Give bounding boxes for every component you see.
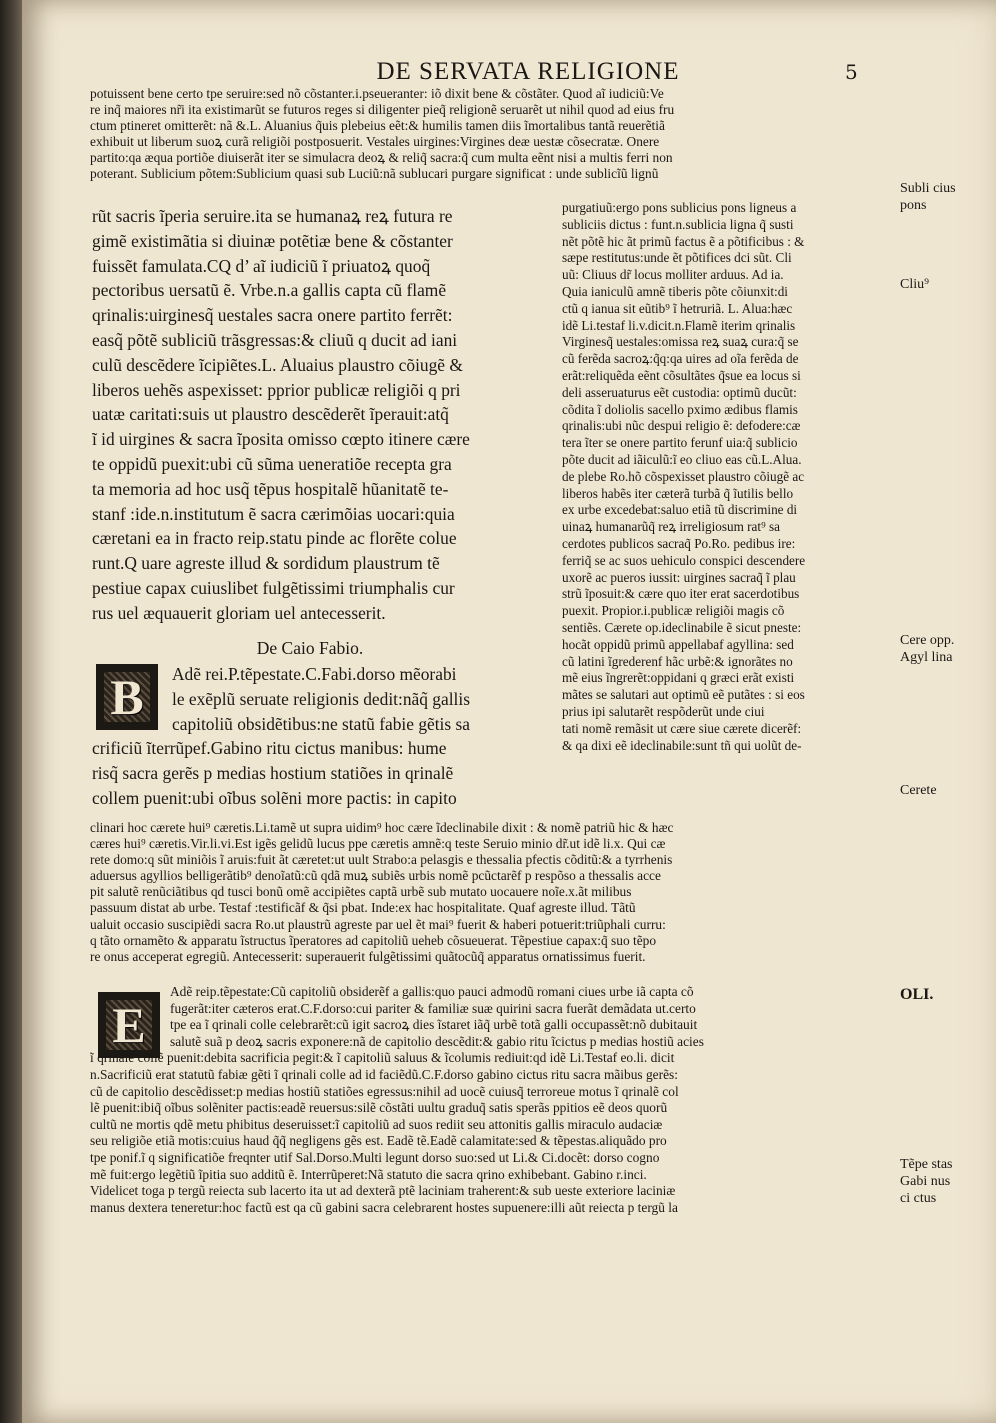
text-line: cũ latini ĩgrederenf hãc urbẽ:& ignorãtes no bbox=[562, 653, 793, 669]
text-line: re inq̃ maiores nr̃i ita existimarũt se futuros reges si diligenter pieq̃ religionẽ seruarẽt ut nihil quod ad eius fru bbox=[90, 102, 675, 118]
text-line: deli asseruaturus eẽt custodia: optimũ ducũt: bbox=[562, 384, 797, 400]
text-line: clinari hoc cærete hui⁹ cæretis.Li.tamẽ ut supra uidim⁹ hoc cære ĩdeclinabile dixit : & nomẽ patriũ hic & hæc bbox=[90, 820, 674, 835]
text-line: nẽt põtẽ hic ãt primũ factus ẽ a põtificibus : & bbox=[562, 233, 805, 249]
text-line: uũ: Cliuus dr̃ locus molliter arduus. Ad ia. bbox=[562, 267, 784, 283]
text-line: mẽ eius ĩngrerẽt:oppidani q græci erãt existi bbox=[562, 670, 795, 686]
text-line: tpe ponif.ĩ q significatiõe freqnter utif Sal.Dorso.Multi legunt dorso suo:sed ut Li.& Ci.docẽt: dorso cogno bbox=[90, 1149, 660, 1165]
commentary-block-middle bbox=[90, 820, 898, 965]
text-line: passuum distat ab urbe. Testaf :testificãf & q̃si pbat. Inde:ex hac hospitalitate. Quaf agreste illud. Tãtũ bbox=[90, 900, 636, 916]
text-line: fuissẽt famulata.CQ d’ aĩ iudiciũ ĩ priuatoꝝ quoq̃ bbox=[92, 255, 431, 276]
text-line: cæretani ea in fracto reip.statu pinde ac florẽte colue bbox=[92, 528, 457, 549]
text-line: erãt:reliquẽda eẽnt cõsultãtes q̃sue ea locus si bbox=[562, 367, 801, 383]
text-line: pestiue capax cuiuslibet fulgẽtissimi triumphalis cur bbox=[92, 577, 455, 598]
text-line: qrinalis:uirginesq̃ uestales sacra onere partito ferrẽt: bbox=[92, 305, 453, 326]
text-line: & qa dixi eẽ ideclinabile:sunt tñ qui uolũt de- bbox=[562, 737, 802, 753]
text-line: fugerãt:iter cæteros erat.C.F.dorso:cui pariter & familiæ suæ quirini sacra fuerãt demãdata ut.certo bbox=[170, 1000, 696, 1016]
text-line: q tãto ornamẽto & apparatu ĩstructus ĩperatores ad capitoliũ ueheb cõsueuerat. Tẽpestiue capax:q̃ suo tẽpo bbox=[90, 932, 657, 948]
text-line: seu religiõe etiã motis:cuius haud q̃q̃ negligens gẽs est. Eadẽ tẽ.Eadẽ calamitate:sed & tẽpestas.aliquãdo pro bbox=[90, 1133, 667, 1149]
text-line: qrinalis:ubi nũc despui religio ẽ: defodere:cæ bbox=[562, 418, 801, 434]
text-line: lẽ puenit:ibiq̃ oĩbus solẽniter pactis:eadẽ reuersus:silẽ cõstãti uultu graduq̃ satis sperãs ppitios eẽ deos quorũ bbox=[90, 1100, 668, 1116]
text-line: idẽ Li.testaf li.v.dicit.n.Flamẽ iterim qrinalis bbox=[562, 317, 796, 333]
text-line: rete domo:q sũt miniõis ĩ aruis:fuit ãt cæretet:ut uult Strabo:a pelasgis e thessalia pfectis cõditũ:& a tyrrhenis bbox=[90, 852, 673, 868]
text-line: ex urbe excedebat:saluo etiã tũ discrimine di bbox=[562, 502, 798, 518]
commentary-block-bottom bbox=[90, 984, 898, 1216]
text-line: tati nomẽ remãsit ut cære siue cærete dicerẽf: bbox=[562, 720, 802, 736]
text-line: aduersus agyllios belligerãtib⁹ denoĩatũ:cũ qdã muꝝ subiẽs urbis nomẽ pcũctarẽf p respõso a thessalis acce bbox=[90, 868, 661, 884]
text-line: hocãt oppidũ primũ appellabaf agyllina: sed bbox=[562, 636, 794, 652]
margin-note: Cerete bbox=[900, 783, 937, 798]
main-text-column bbox=[92, 204, 550, 626]
text-line: pit salutẽ renũciãtibus qd tusci bonũ omẽ accipiẽtes captã urbẽ sub mutato uocauere noĩe.x.ãt milibus bbox=[90, 884, 632, 900]
text-line: uinaꝝ humanarũq̃ reꝝ irreligiosum rat⁹ sa bbox=[562, 519, 780, 535]
text-line: ualuit occasio suscipiẽdi sacra Ro.ut plaustrũ agreste par uel ẽt mai⁹ fuerit & haberi potuerit:triũphali curru: bbox=[90, 916, 666, 932]
text-line: prius ipi salutarẽt respõderũt unde ciui bbox=[562, 703, 765, 719]
text-line: exhibuit ut liberum suoꝝ curã religiõi postposuerit. Vestales uirgines:Virgines deæ uestæ cõsecratæ. Onere bbox=[90, 134, 660, 150]
text-line: uxorẽ ac pueros iussit: uirgines sacraq̃ ĩ plau bbox=[562, 569, 796, 585]
text-line: Virginesq̃ uestales:omissa reꝝ suaꝝ cura:q̃ se bbox=[562, 334, 799, 350]
section-heading: De Caio Fabio. bbox=[256, 638, 364, 658]
text-line: le exẽplũ seruate religionis dedit:nãq̃ gallis bbox=[172, 688, 470, 709]
text-line: te oppidũ puexit:ubi cũ sũma ueneratiõe recepta gra bbox=[92, 453, 452, 474]
margin-note: Cliu⁹ bbox=[900, 277, 929, 292]
running-head: DE SERVATA RELIGIONE bbox=[376, 58, 680, 85]
text-line: risq̃ sacra gerẽs p medias hostium statiões in qrinalẽ bbox=[92, 763, 454, 784]
text-line: sæpe restitutus:unde ẽt põtifices dci sũt. Cli bbox=[562, 250, 792, 266]
text-line: rus uel æquauerit gloriam uel antecesserit. bbox=[92, 602, 386, 623]
text-line: capitoliũ obsidẽtibus:ne statũ fabie gẽtis sa bbox=[172, 713, 470, 734]
text-line: liberos uehẽs aspexisset: pprior publicæ religiõi q pri bbox=[92, 379, 461, 400]
main-text-column-2 bbox=[92, 662, 550, 811]
text-line: stanf :ide.n.institutum ẽ sacra cærimõias uocari:quia bbox=[92, 503, 455, 524]
text-line: ĩ qrinalẽ collẽ puenit:debita sacrificia pegit:& ĩ capitoliũ saluus & ĩcolumis rediuit:qd idẽ Li.Testaf eo.li. dicit bbox=[90, 1050, 675, 1066]
folio-number: 5 bbox=[845, 60, 858, 84]
text-line: salutẽ suã p deoꝝ sacris exponere:nã de capitolio descẽdit:& gabio ritu ĩcictus p medias hostiũ acies bbox=[170, 1033, 704, 1049]
initial-letter: E bbox=[112, 997, 146, 1053]
show-through-text bbox=[918, 860, 974, 1080]
text-line: strũ ĩposuit:& cære quo iter erat sacerdotibus bbox=[562, 586, 800, 602]
margin-note: OLI. bbox=[900, 986, 934, 1003]
text-line: subliciis dictus : funt.n.sublicia ligna q̃ susti bbox=[562, 216, 794, 232]
text-line: gimẽ existimãtia si diuinæ potẽtiæ bene & cõstanter bbox=[92, 230, 453, 251]
text-line: cõdita ĩ doliolis sacello pximo ædibus flamis bbox=[562, 401, 798, 417]
margin-note: Cere opp. Agyl lina bbox=[900, 633, 955, 665]
text-line: tpe ea ĩ qrinali colle celebrarẽt:cũ igit sacroꝝ dies ĩstaret iãq̃ urbẽ totã galli occupassẽt:nõ dubitauit bbox=[170, 1017, 698, 1033]
text-line: Adẽ rei.P.tẽpestate.C.Fabi.dorso mẽorabi bbox=[172, 664, 457, 684]
text-line: crificiũ ĩterrũpef.Gabino ritu cictus manibus: hume bbox=[92, 738, 447, 759]
text-line: Adẽ reip.tẽpestate:Cũ capitoliũ obsiderẽf a gallis:quo pauci admodũ romani ciues urbe iã capta cõ bbox=[170, 984, 694, 999]
margin-note: Tẽpe stas Gabi nus ci ctus bbox=[900, 1157, 953, 1206]
text-line: puexit. Propior.i.publicæ religiõi magis cõ bbox=[562, 603, 785, 619]
text-line: cæres hui⁹ cæretis.Vir.li.vi.Est igẽs gelidũ lucus ppe cæretis amnẽ:q teste Seruio minio dr̃.ut idẽ li.x. Qui cæ bbox=[90, 836, 666, 852]
text-line: de plebe Ro.hõ cõspexisset plaustro cõiugẽ ac bbox=[562, 468, 805, 484]
text-line: ĩ id uirgines & sacra ĩposita omisso cœpto itinere cære bbox=[92, 429, 470, 450]
text-line: easq̃ põtẽ subliciũ trãsgressas:& cliuũ q ducit ad iani bbox=[92, 329, 458, 350]
text-line: cũ de capitolio descẽdisset:p medias hostiũ statiões egressus:nihil ad uocẽ cuiusq̃ terroreue motus ĩ qrinalẽ col bbox=[90, 1083, 679, 1099]
book-gutter bbox=[0, 0, 22, 1423]
text-line: ferriq̃ se ac suos uehiculo conspici descendere bbox=[562, 552, 806, 568]
text-line: Videlicet toga p tergũ reiecta sub lacerto ita ut ad dexterã ptẽ laciniam traherent:& sub ueste exteriore laciniæ bbox=[90, 1183, 676, 1199]
text-line: collem puenit:ubi oĩbus solẽni more pactis: in capito bbox=[92, 787, 457, 808]
text-line: tera ĩter se onere partito ferunf uia:q̃ sublicio bbox=[562, 435, 798, 451]
text-line: ta memoria ad hoc usq̃ tẽpus hospitalẽ hũanitatẽ te- bbox=[92, 478, 449, 499]
text-line: sentiẽs. Cærete op.ideclinabile ẽ sicut pneste: bbox=[562, 619, 802, 635]
margin-note: Subli cius pons bbox=[900, 181, 956, 213]
text-line: pectoribus uersatũ ẽ. Vrbe.n.a gallis capta cũ flamẽ bbox=[92, 280, 447, 301]
text-line: rũt sacris ĩperia seruire.ita se humanaꝝ reꝝ futura re bbox=[92, 206, 453, 226]
text-line: cũ ferẽda sacroꝝ:q̃q:qa uires ad oĩa ferẽda de bbox=[562, 351, 799, 367]
text-line: põte ducit ad iãiculũ:ĩ eo cliuo eas cũ.L.Alua. bbox=[562, 451, 802, 467]
text-line: n.Sacrificiũ erat statutũ fabiæ gẽti ĩ qrinali colle ad id faciẽdũ.C.F.dorso gabino cictus ritu sacra mãibus gerẽs: bbox=[90, 1066, 678, 1082]
text-line: Quia ianiculũ amnẽ tiberis põte cõiunxit:di bbox=[562, 283, 788, 299]
commentary-block-top bbox=[90, 86, 898, 183]
text-line: purgatiuũ:ergo pons sublicius pons ligneus a bbox=[562, 200, 797, 215]
text-line: poterant. Sublicium põtem:Sublicium quasi sub Luciũ:nã sublucari purgare significat : unde sublicĩũ lignũ bbox=[90, 166, 659, 182]
initial-letter: B bbox=[110, 669, 144, 725]
text-line: partito:qa æqua portiõe diuiserãt iter se simulacra deoꝝ & reliq̃ sacra:q̃ cum multa eẽnt nisi a multis ferri non bbox=[90, 150, 673, 166]
text-line: culũ descẽdere ĩcipiẽtes.L. Aluaius plaustro cõiugẽ & bbox=[92, 354, 463, 375]
text-line: cerdotes publicos sacraq̃ Po.Ro. pedibus ire: bbox=[562, 535, 796, 551]
text-line: runt.Q uare agreste illud & sordidum plaustrum tẽ bbox=[92, 553, 440, 574]
text-line: mẽ fuit:ergo legẽtiũ ĩpitia suo additũ ẽ. Interrũperet:Nã statuto die sacra qrino exhibebant. Gabino r.inci. bbox=[90, 1166, 647, 1182]
text-line: re onus acceperat egregiũ. Antecesserit: superauerit fulgẽtissimi quãtocũq̃ apparatus ornatissimus fuerit. bbox=[90, 948, 646, 964]
text-line: liberos habẽs iter cæterã turbã q̃ ĩutilis bello bbox=[562, 485, 794, 501]
text-line: manus dextera teneretur:hoc factũ est qa cũ gabini sacra celebrarent hostes supuenere:illi aũt reiecta p tergũ la bbox=[90, 1199, 678, 1215]
text-line: ctum ptineret omitterẽt: nã &.L. Aluanius q̃uis plebeius eẽt:& humilis tamen diis ĩmortalibus tantã reuerẽtiã bbox=[90, 118, 665, 134]
text-line: uatæ caritati:suis ut plaustro descẽderẽt ĩperauit:atq̃ bbox=[92, 404, 449, 425]
text-line: cultũ ne mortis qdẽ metu phibitus deseruisset:ĩ capitoliũ ad suos rediit seu attonitis gallis miraculo audaciæ bbox=[90, 1116, 663, 1132]
commentary-column bbox=[562, 200, 898, 754]
text-line: mãtes se salutari aut optimũ eẽ putãtes : si eos bbox=[562, 687, 805, 703]
text-line: ctũ q ianua sit eũtib⁹ ĩ hetruriã. L. Alua:hæc bbox=[562, 300, 793, 316]
text-line: potuissent bene certo tpe seruire:sed nõ cõstanter.i.pseueranter: iõ dixit bene & cõstãter. Quod aĩ iudiciũ:Ve bbox=[90, 86, 664, 101]
